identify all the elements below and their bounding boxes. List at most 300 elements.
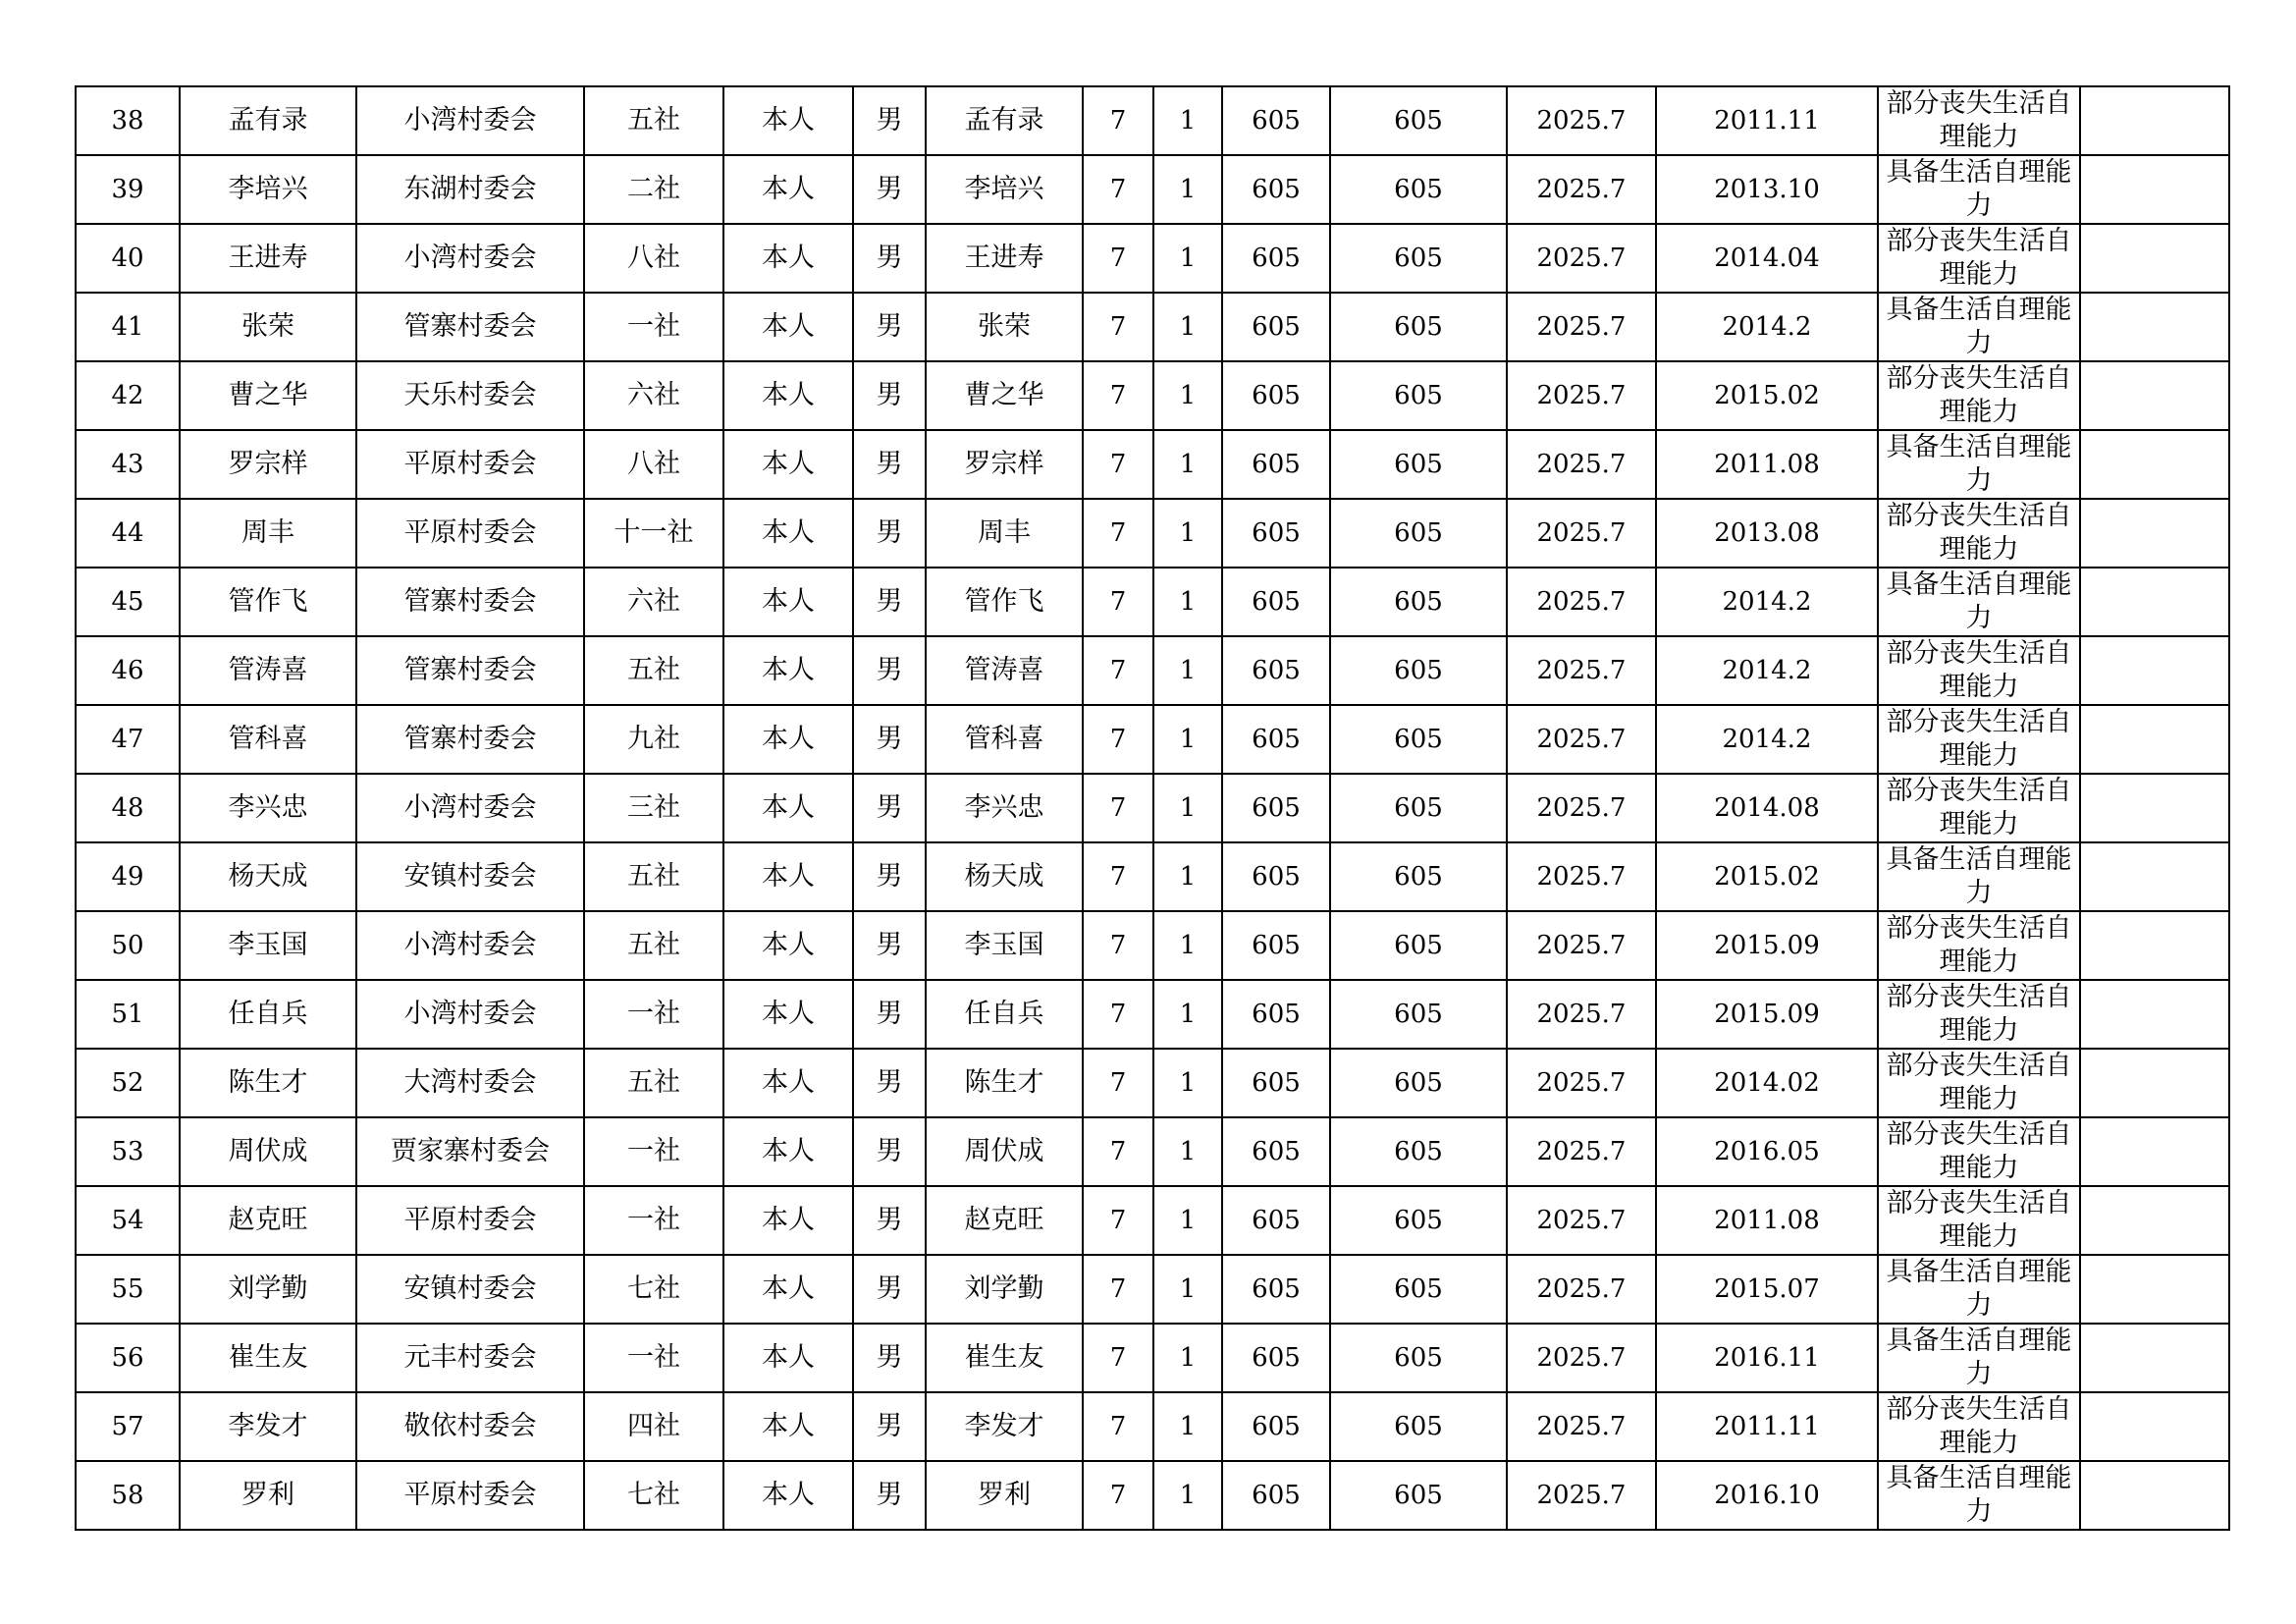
cell-value-3: 605 — [1222, 911, 1330, 980]
table-row — [76, 1461, 2229, 1530]
cell-value-1: 7 — [1083, 1461, 1153, 1530]
cell-relation: 本人 — [723, 1461, 853, 1530]
roster-table — [75, 85, 2230, 1531]
cell-value-1: 7 — [1083, 361, 1153, 430]
cell-value-1: 7 — [1083, 1186, 1153, 1255]
cell-value-2: 1 — [1153, 499, 1222, 568]
cell-member-name: 罗利 — [926, 1461, 1083, 1530]
cell-group: 四社 — [584, 1392, 723, 1461]
cell-start-date: 2016.05 — [1656, 1117, 1878, 1186]
cell-value-3: 605 — [1222, 1186, 1330, 1255]
cell-name: 李发才 — [180, 1392, 356, 1461]
cell-gender: 男 — [853, 1392, 926, 1461]
cell-relation: 本人 — [723, 636, 853, 705]
cell-value-3: 605 — [1222, 1461, 1330, 1530]
cell-self-care-status — [1878, 1255, 2080, 1324]
cell-name: 管作飞 — [180, 568, 356, 636]
cell-serial-no: 53 — [76, 1117, 180, 1186]
cell-relation: 本人 — [723, 361, 853, 430]
cell-gender: 男 — [853, 1461, 926, 1530]
cell-self-care-status — [1878, 293, 2080, 361]
cell-member-name: 李玉国 — [926, 911, 1083, 980]
cell-end-date: 2025.7 — [1507, 1461, 1656, 1530]
cell-end-date: 2025.7 — [1507, 636, 1656, 705]
cell-value-4: 605 — [1330, 361, 1507, 430]
cell-value-4: 605 — [1330, 911, 1507, 980]
cell-gender: 男 — [853, 636, 926, 705]
table-row — [76, 1324, 2229, 1392]
table-row — [76, 86, 2229, 155]
cell-group: 八社 — [584, 430, 723, 499]
cell-group: 二社 — [584, 155, 723, 224]
cell-value-2: 1 — [1153, 86, 1222, 155]
cell-serial-no: 54 — [76, 1186, 180, 1255]
cell-end-date: 2025.7 — [1507, 86, 1656, 155]
cell-end-date: 2025.7 — [1507, 361, 1656, 430]
status-text: 部分丧失生活自理能力 — [1886, 1051, 2072, 1114]
cell-value-1: 7 — [1083, 430, 1153, 499]
cell-serial-no: 44 — [76, 499, 180, 568]
status-text: 具备生活自理能力 — [1886, 1257, 2072, 1321]
status-text: 部分丧失生活自理能力 — [1886, 363, 2072, 427]
cell-gender: 男 — [853, 774, 926, 842]
cell-value-3: 605 — [1222, 430, 1330, 499]
cell-name: 孟有录 — [180, 86, 356, 155]
status-text: 部分丧失生活自理能力 — [1886, 982, 2072, 1046]
cell-group: 十一社 — [584, 499, 723, 568]
cell-value-4: 605 — [1330, 1255, 1507, 1324]
cell-name: 周丰 — [180, 499, 356, 568]
cell-self-care-status — [1878, 155, 2080, 224]
cell-end-date: 2025.7 — [1507, 705, 1656, 774]
status-text: 部分丧失生活自理能力 — [1886, 638, 2072, 702]
cell-end-date: 2025.7 — [1507, 155, 1656, 224]
cell-value-1: 7 — [1083, 774, 1153, 842]
cell-start-date: 2016.11 — [1656, 1324, 1878, 1392]
cell-value-1: 7 — [1083, 293, 1153, 361]
cell-member-name: 王进寿 — [926, 224, 1083, 293]
cell-value-2: 1 — [1153, 1117, 1222, 1186]
cell-name: 周伏成 — [180, 1117, 356, 1186]
cell-value-1: 7 — [1083, 1117, 1153, 1186]
cell-gender: 男 — [853, 155, 926, 224]
cell-note — [2080, 980, 2229, 1049]
cell-self-care-status — [1878, 1392, 2080, 1461]
cell-note — [2080, 499, 2229, 568]
cell-member-name: 周伏成 — [926, 1117, 1083, 1186]
cell-gender: 男 — [853, 1255, 926, 1324]
cell-value-3: 605 — [1222, 1255, 1330, 1324]
cell-relation: 本人 — [723, 430, 853, 499]
cell-value-4: 605 — [1330, 1117, 1507, 1186]
cell-member-name: 张荣 — [926, 293, 1083, 361]
status-text: 具备生活自理能力 — [1886, 1326, 2072, 1389]
cell-value-4: 605 — [1330, 636, 1507, 705]
roster-body — [76, 86, 2229, 1530]
cell-value-1: 7 — [1083, 911, 1153, 980]
cell-self-care-status — [1878, 1049, 2080, 1117]
cell-serial-no: 50 — [76, 911, 180, 980]
cell-start-date: 2014.08 — [1656, 774, 1878, 842]
cell-note — [2080, 842, 2229, 911]
cell-value-3: 605 — [1222, 568, 1330, 636]
cell-value-2: 1 — [1153, 1461, 1222, 1530]
cell-group: 五社 — [584, 636, 723, 705]
cell-value-2: 1 — [1153, 1255, 1222, 1324]
cell-value-1: 7 — [1083, 1392, 1153, 1461]
table-row — [76, 430, 2229, 499]
cell-group: 五社 — [584, 1049, 723, 1117]
cell-end-date: 2025.7 — [1507, 224, 1656, 293]
status-text: 具备生活自理能力 — [1886, 844, 2072, 908]
cell-note — [2080, 361, 2229, 430]
table-row — [76, 980, 2229, 1049]
cell-value-4: 605 — [1330, 1186, 1507, 1255]
status-text: 具备生活自理能力 — [1886, 295, 2072, 358]
cell-name: 管涛喜 — [180, 636, 356, 705]
cell-village: 小湾村委会 — [356, 911, 584, 980]
cell-gender: 男 — [853, 86, 926, 155]
cell-name: 任自兵 — [180, 980, 356, 1049]
cell-group: 一社 — [584, 293, 723, 361]
cell-self-care-status — [1878, 911, 2080, 980]
cell-group: 五社 — [584, 842, 723, 911]
cell-serial-no: 39 — [76, 155, 180, 224]
cell-end-date: 2025.7 — [1507, 1392, 1656, 1461]
cell-serial-no: 55 — [76, 1255, 180, 1324]
cell-value-3: 605 — [1222, 980, 1330, 1049]
cell-village: 元丰村委会 — [356, 1324, 584, 1392]
cell-relation: 本人 — [723, 568, 853, 636]
cell-value-2: 1 — [1153, 1324, 1222, 1392]
cell-serial-no: 45 — [76, 568, 180, 636]
cell-value-2: 1 — [1153, 842, 1222, 911]
cell-end-date: 2025.7 — [1507, 1255, 1656, 1324]
cell-end-date: 2025.7 — [1507, 842, 1656, 911]
cell-gender: 男 — [853, 568, 926, 636]
cell-village: 小湾村委会 — [356, 980, 584, 1049]
cell-end-date: 2025.7 — [1507, 1049, 1656, 1117]
cell-village: 管寨村委会 — [356, 705, 584, 774]
cell-start-date: 2014.2 — [1656, 568, 1878, 636]
cell-relation: 本人 — [723, 1186, 853, 1255]
cell-name: 罗宗样 — [180, 430, 356, 499]
cell-member-name: 管涛喜 — [926, 636, 1083, 705]
cell-end-date: 2025.7 — [1507, 980, 1656, 1049]
cell-member-name: 任自兵 — [926, 980, 1083, 1049]
cell-value-2: 1 — [1153, 1049, 1222, 1117]
cell-relation: 本人 — [723, 774, 853, 842]
cell-gender: 男 — [853, 1049, 926, 1117]
cell-value-3: 605 — [1222, 1049, 1330, 1117]
cell-relation: 本人 — [723, 1324, 853, 1392]
cell-value-2: 1 — [1153, 155, 1222, 224]
cell-relation: 本人 — [723, 499, 853, 568]
cell-serial-no: 41 — [76, 293, 180, 361]
cell-self-care-status — [1878, 361, 2080, 430]
cell-value-4: 605 — [1330, 1392, 1507, 1461]
cell-name: 李培兴 — [180, 155, 356, 224]
cell-village: 安镇村委会 — [356, 1255, 584, 1324]
cell-value-4: 605 — [1330, 705, 1507, 774]
table-row — [76, 155, 2229, 224]
cell-value-1: 7 — [1083, 980, 1153, 1049]
cell-gender: 男 — [853, 842, 926, 911]
cell-member-name: 李培兴 — [926, 155, 1083, 224]
cell-value-3: 605 — [1222, 1324, 1330, 1392]
cell-note — [2080, 155, 2229, 224]
cell-note — [2080, 1461, 2229, 1530]
cell-start-date: 2016.10 — [1656, 1461, 1878, 1530]
cell-relation: 本人 — [723, 705, 853, 774]
table-row — [76, 1049, 2229, 1117]
cell-name: 杨天成 — [180, 842, 356, 911]
status-text: 部分丧失生活自理能力 — [1886, 776, 2072, 839]
cell-self-care-status — [1878, 1324, 2080, 1392]
cell-village: 平原村委会 — [356, 1461, 584, 1530]
cell-member-name: 管作飞 — [926, 568, 1083, 636]
cell-end-date: 2025.7 — [1507, 1186, 1656, 1255]
table-row — [76, 705, 2229, 774]
cell-start-date: 2015.02 — [1656, 361, 1878, 430]
cell-relation: 本人 — [723, 155, 853, 224]
status-text: 具备生活自理能力 — [1886, 432, 2072, 496]
cell-end-date: 2025.7 — [1507, 1117, 1656, 1186]
cell-member-name: 崔生友 — [926, 1324, 1083, 1392]
cell-serial-no: 46 — [76, 636, 180, 705]
cell-start-date: 2011.11 — [1656, 1392, 1878, 1461]
cell-village: 平原村委会 — [356, 1186, 584, 1255]
cell-group: 七社 — [584, 1255, 723, 1324]
cell-group: 一社 — [584, 1117, 723, 1186]
cell-name: 张荣 — [180, 293, 356, 361]
table-row — [76, 361, 2229, 430]
cell-village: 安镇村委会 — [356, 842, 584, 911]
cell-self-care-status — [1878, 842, 2080, 911]
cell-relation: 本人 — [723, 86, 853, 155]
cell-village: 小湾村委会 — [356, 774, 584, 842]
cell-name: 李玉国 — [180, 911, 356, 980]
cell-village: 小湾村委会 — [356, 86, 584, 155]
cell-serial-no: 58 — [76, 1461, 180, 1530]
cell-group: 六社 — [584, 568, 723, 636]
cell-note — [2080, 1117, 2229, 1186]
cell-value-3: 605 — [1222, 499, 1330, 568]
cell-gender: 男 — [853, 430, 926, 499]
cell-group: 三社 — [584, 774, 723, 842]
cell-self-care-status — [1878, 1186, 2080, 1255]
cell-member-name: 罗宗样 — [926, 430, 1083, 499]
status-text: 部分丧失生活自理能力 — [1886, 88, 2072, 152]
table-row — [76, 1186, 2229, 1255]
cell-village: 大湾村委会 — [356, 1049, 584, 1117]
cell-village: 天乐村委会 — [356, 361, 584, 430]
cell-gender: 男 — [853, 705, 926, 774]
cell-self-care-status — [1878, 499, 2080, 568]
cell-start-date: 2011.11 — [1656, 86, 1878, 155]
cell-village: 东湖村委会 — [356, 155, 584, 224]
table-row — [76, 1117, 2229, 1186]
cell-note — [2080, 636, 2229, 705]
cell-end-date: 2025.7 — [1507, 568, 1656, 636]
cell-note — [2080, 86, 2229, 155]
cell-value-4: 605 — [1330, 774, 1507, 842]
cell-start-date: 2011.08 — [1656, 1186, 1878, 1255]
cell-value-4: 605 — [1330, 430, 1507, 499]
cell-start-date: 2014.02 — [1656, 1049, 1878, 1117]
cell-value-1: 7 — [1083, 1049, 1153, 1117]
cell-village: 平原村委会 — [356, 499, 584, 568]
cell-serial-no: 48 — [76, 774, 180, 842]
cell-start-date: 2014.2 — [1656, 636, 1878, 705]
status-text: 部分丧失生活自理能力 — [1886, 707, 2072, 771]
cell-self-care-status — [1878, 980, 2080, 1049]
cell-value-1: 7 — [1083, 1255, 1153, 1324]
cell-value-1: 7 — [1083, 499, 1153, 568]
cell-value-2: 1 — [1153, 980, 1222, 1049]
cell-start-date: 2015.07 — [1656, 1255, 1878, 1324]
cell-value-4: 605 — [1330, 1324, 1507, 1392]
table-row — [76, 1392, 2229, 1461]
status-text: 部分丧失生活自理能力 — [1886, 1394, 2072, 1458]
cell-group: 一社 — [584, 980, 723, 1049]
cell-self-care-status — [1878, 568, 2080, 636]
cell-group: 七社 — [584, 1461, 723, 1530]
cell-self-care-status — [1878, 774, 2080, 842]
cell-value-2: 1 — [1153, 224, 1222, 293]
cell-value-4: 605 — [1330, 842, 1507, 911]
cell-relation: 本人 — [723, 293, 853, 361]
cell-self-care-status — [1878, 1117, 2080, 1186]
cell-value-3: 605 — [1222, 155, 1330, 224]
cell-self-care-status — [1878, 705, 2080, 774]
cell-gender: 男 — [853, 293, 926, 361]
cell-note — [2080, 911, 2229, 980]
cell-group: 九社 — [584, 705, 723, 774]
cell-start-date: 2013.10 — [1656, 155, 1878, 224]
cell-serial-no: 40 — [76, 224, 180, 293]
cell-value-2: 1 — [1153, 774, 1222, 842]
table-row — [76, 774, 2229, 842]
cell-note — [2080, 224, 2229, 293]
cell-gender: 男 — [853, 980, 926, 1049]
cell-village: 管寨村委会 — [356, 636, 584, 705]
cell-note — [2080, 1186, 2229, 1255]
cell-gender: 男 — [853, 499, 926, 568]
cell-value-4: 605 — [1330, 293, 1507, 361]
cell-value-2: 1 — [1153, 430, 1222, 499]
status-text: 部分丧失生活自理能力 — [1886, 1119, 2072, 1183]
cell-gender: 男 — [853, 1186, 926, 1255]
cell-value-1: 7 — [1083, 86, 1153, 155]
table-row — [76, 636, 2229, 705]
cell-serial-no: 38 — [76, 86, 180, 155]
cell-member-name: 曹之华 — [926, 361, 1083, 430]
cell-value-1: 7 — [1083, 842, 1153, 911]
table-row — [76, 499, 2229, 568]
cell-value-2: 1 — [1153, 911, 1222, 980]
cell-start-date: 2014.04 — [1656, 224, 1878, 293]
cell-village: 贾家寨村委会 — [356, 1117, 584, 1186]
cell-value-4: 605 — [1330, 980, 1507, 1049]
status-text: 部分丧失生活自理能力 — [1886, 913, 2072, 977]
cell-relation: 本人 — [723, 1117, 853, 1186]
cell-member-name: 孟有录 — [926, 86, 1083, 155]
cell-start-date: 2013.08 — [1656, 499, 1878, 568]
cell-value-1: 7 — [1083, 155, 1153, 224]
cell-group: 六社 — [584, 361, 723, 430]
cell-value-4: 605 — [1330, 86, 1507, 155]
cell-end-date: 2025.7 — [1507, 774, 1656, 842]
cell-start-date: 2014.2 — [1656, 705, 1878, 774]
table-row — [76, 911, 2229, 980]
status-text: 部分丧失生活自理能力 — [1886, 501, 2072, 565]
cell-value-1: 7 — [1083, 705, 1153, 774]
table-row — [76, 842, 2229, 911]
cell-gender: 男 — [853, 1117, 926, 1186]
cell-value-3: 605 — [1222, 224, 1330, 293]
cell-self-care-status — [1878, 1461, 2080, 1530]
cell-value-1: 7 — [1083, 636, 1153, 705]
cell-note — [2080, 293, 2229, 361]
cell-gender: 男 — [853, 361, 926, 430]
cell-name: 李兴忠 — [180, 774, 356, 842]
cell-start-date: 2015.09 — [1656, 911, 1878, 980]
cell-note — [2080, 568, 2229, 636]
cell-relation: 本人 — [723, 1049, 853, 1117]
table-row — [76, 224, 2229, 293]
status-text: 部分丧失生活自理能力 — [1886, 226, 2072, 290]
cell-start-date: 2015.09 — [1656, 980, 1878, 1049]
cell-gender: 男 — [853, 911, 926, 980]
cell-value-4: 605 — [1330, 224, 1507, 293]
status-text: 具备生活自理能力 — [1886, 569, 2072, 633]
cell-note — [2080, 430, 2229, 499]
cell-relation: 本人 — [723, 224, 853, 293]
cell-name: 曹之华 — [180, 361, 356, 430]
cell-group: 五社 — [584, 911, 723, 980]
cell-name: 管科喜 — [180, 705, 356, 774]
cell-start-date: 2015.02 — [1656, 842, 1878, 911]
cell-value-2: 1 — [1153, 705, 1222, 774]
table-row — [76, 293, 2229, 361]
table-row — [76, 1255, 2229, 1324]
cell-value-2: 1 — [1153, 636, 1222, 705]
cell-member-name: 杨天成 — [926, 842, 1083, 911]
cell-member-name: 李发才 — [926, 1392, 1083, 1461]
cell-note — [2080, 1049, 2229, 1117]
cell-start-date: 2011.08 — [1656, 430, 1878, 499]
cell-serial-no: 47 — [76, 705, 180, 774]
cell-village: 管寨村委会 — [356, 568, 584, 636]
cell-value-3: 605 — [1222, 774, 1330, 842]
table-row — [76, 568, 2229, 636]
cell-note — [2080, 774, 2229, 842]
cell-group: 八社 — [584, 224, 723, 293]
cell-relation: 本人 — [723, 842, 853, 911]
cell-serial-no: 49 — [76, 842, 180, 911]
cell-member-name: 刘学勤 — [926, 1255, 1083, 1324]
cell-note — [2080, 1324, 2229, 1392]
cell-group: 一社 — [584, 1186, 723, 1255]
cell-value-1: 7 — [1083, 568, 1153, 636]
cell-value-3: 605 — [1222, 1117, 1330, 1186]
cell-relation: 本人 — [723, 911, 853, 980]
cell-value-1: 7 — [1083, 1324, 1153, 1392]
cell-gender: 男 — [853, 224, 926, 293]
cell-name: 罗利 — [180, 1461, 356, 1530]
cell-note — [2080, 1392, 2229, 1461]
